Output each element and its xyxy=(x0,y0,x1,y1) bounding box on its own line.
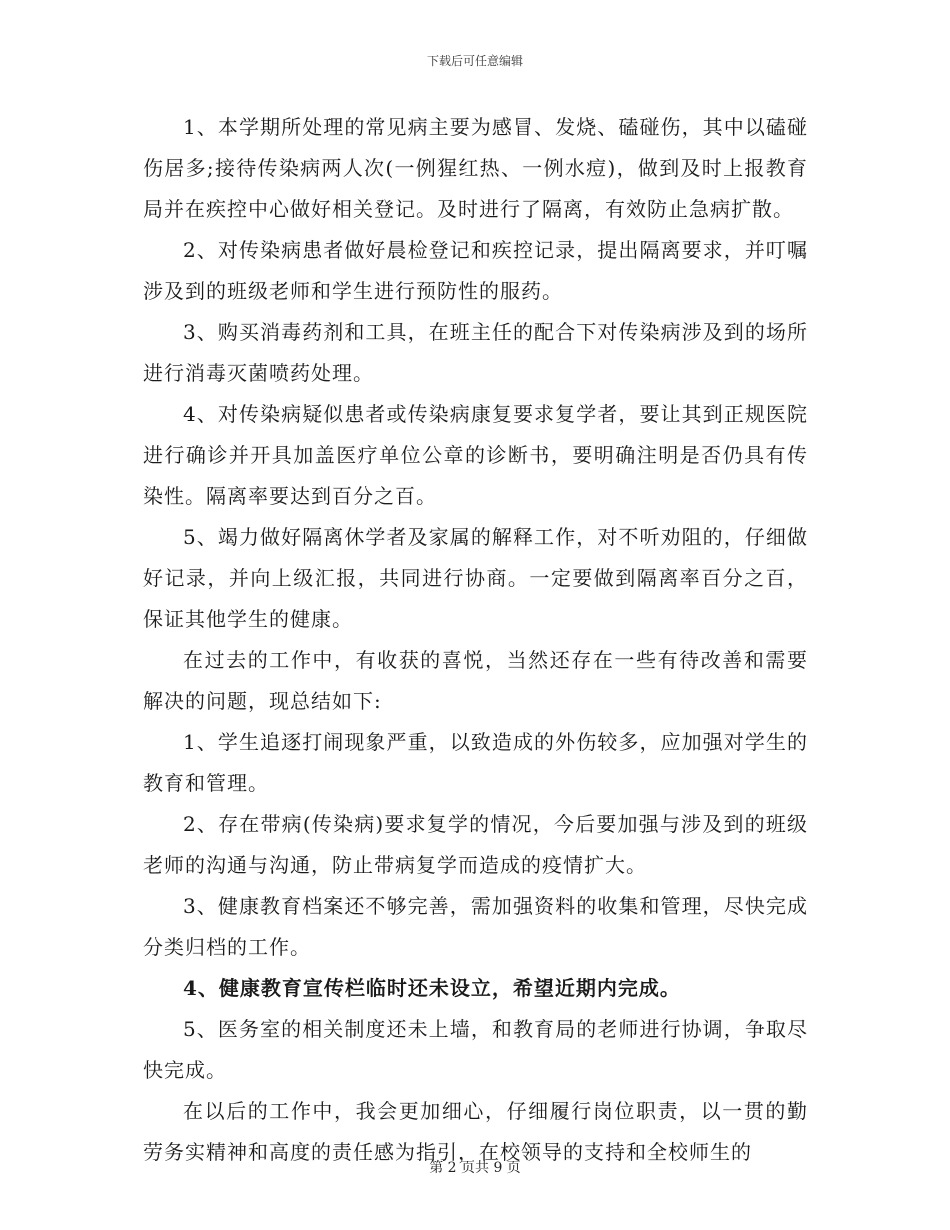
page-number: 第 2 页共 9 页 xyxy=(429,1160,521,1176)
paragraph: 1、学生追逐打闹现象严重，以致造成的外伤较多，应加强对学生的教育和管理。 xyxy=(143,730,808,795)
paragraph-bold: 4、健康教育宣传栏临时还未设立，希望近期内完成。 xyxy=(183,976,681,1000)
document-body xyxy=(143,107,808,1173)
page-header: 下载后可任意编辑 xyxy=(426,54,523,68)
paragraph: 3、购买消毒药剂和工具，在班主任的配合下对传染病涉及到的场所进行消毒灭菌喷药处理。 xyxy=(143,320,808,385)
paragraph: 在过去的工作中，有收获的喜悦，当然还存在一些有待改善和需要解决的问题，现总结如下: xyxy=(143,648,808,713)
paragraph: 2、存在带病(传染病)要求复学的情况，今后要加强与涉及到的班级老师的沟通与沟通，防止带病复学而造成的疫情扩大。 xyxy=(143,812,808,877)
paragraph: 3、健康教育档案还不够完善，需加强资料的收集和管理，尽快完成分类归档的工作。 xyxy=(143,894,808,959)
paragraph: 4、对传染病疑似患者或传染病康复要求复学者，要让其到正规医院进行确诊并开具加盖医疗单位公章的诊断书，要明确注明是否仍具有传染性。隔离率要达到百分之百。 xyxy=(143,402,808,508)
paragraph: 1、本学期所处理的常见病主要为感冒、发烧、磕碰伤，其中以磕碰伤居多;接待传染病两人次(一例猩红热、一例水痘)，做到及时上报教育局并在疾控中心做好相关登记。及时进行了隔离，有效防止急病扩散。 xyxy=(143,115,808,221)
paragraph: 在以后的工作中，我会更加细心，仔细履行岗位职责，以一贯的勤劳务实精神和高度的责任感为指引，在校领导的支持和全校师生的 xyxy=(143,1099,808,1164)
paragraph: 2、对传染病患者做好晨检登记和疾控记录，提出隔离要求，并叮嘱涉及到的班级老师和学生进行预防性的服药。 xyxy=(143,238,808,303)
paragraph: 5、竭力做好隔离休学者及家属的解释工作，对不听劝阻的，仔细做好记录，并向上级汇报，共同进行协商。一定要做到隔离率百分之百，保证其他学生的健康。 xyxy=(143,525,808,631)
paragraph: 5、医务室的相关制度还未上墙，和教育局的老师进行协调，争取尽快完成。 xyxy=(143,1017,808,1082)
